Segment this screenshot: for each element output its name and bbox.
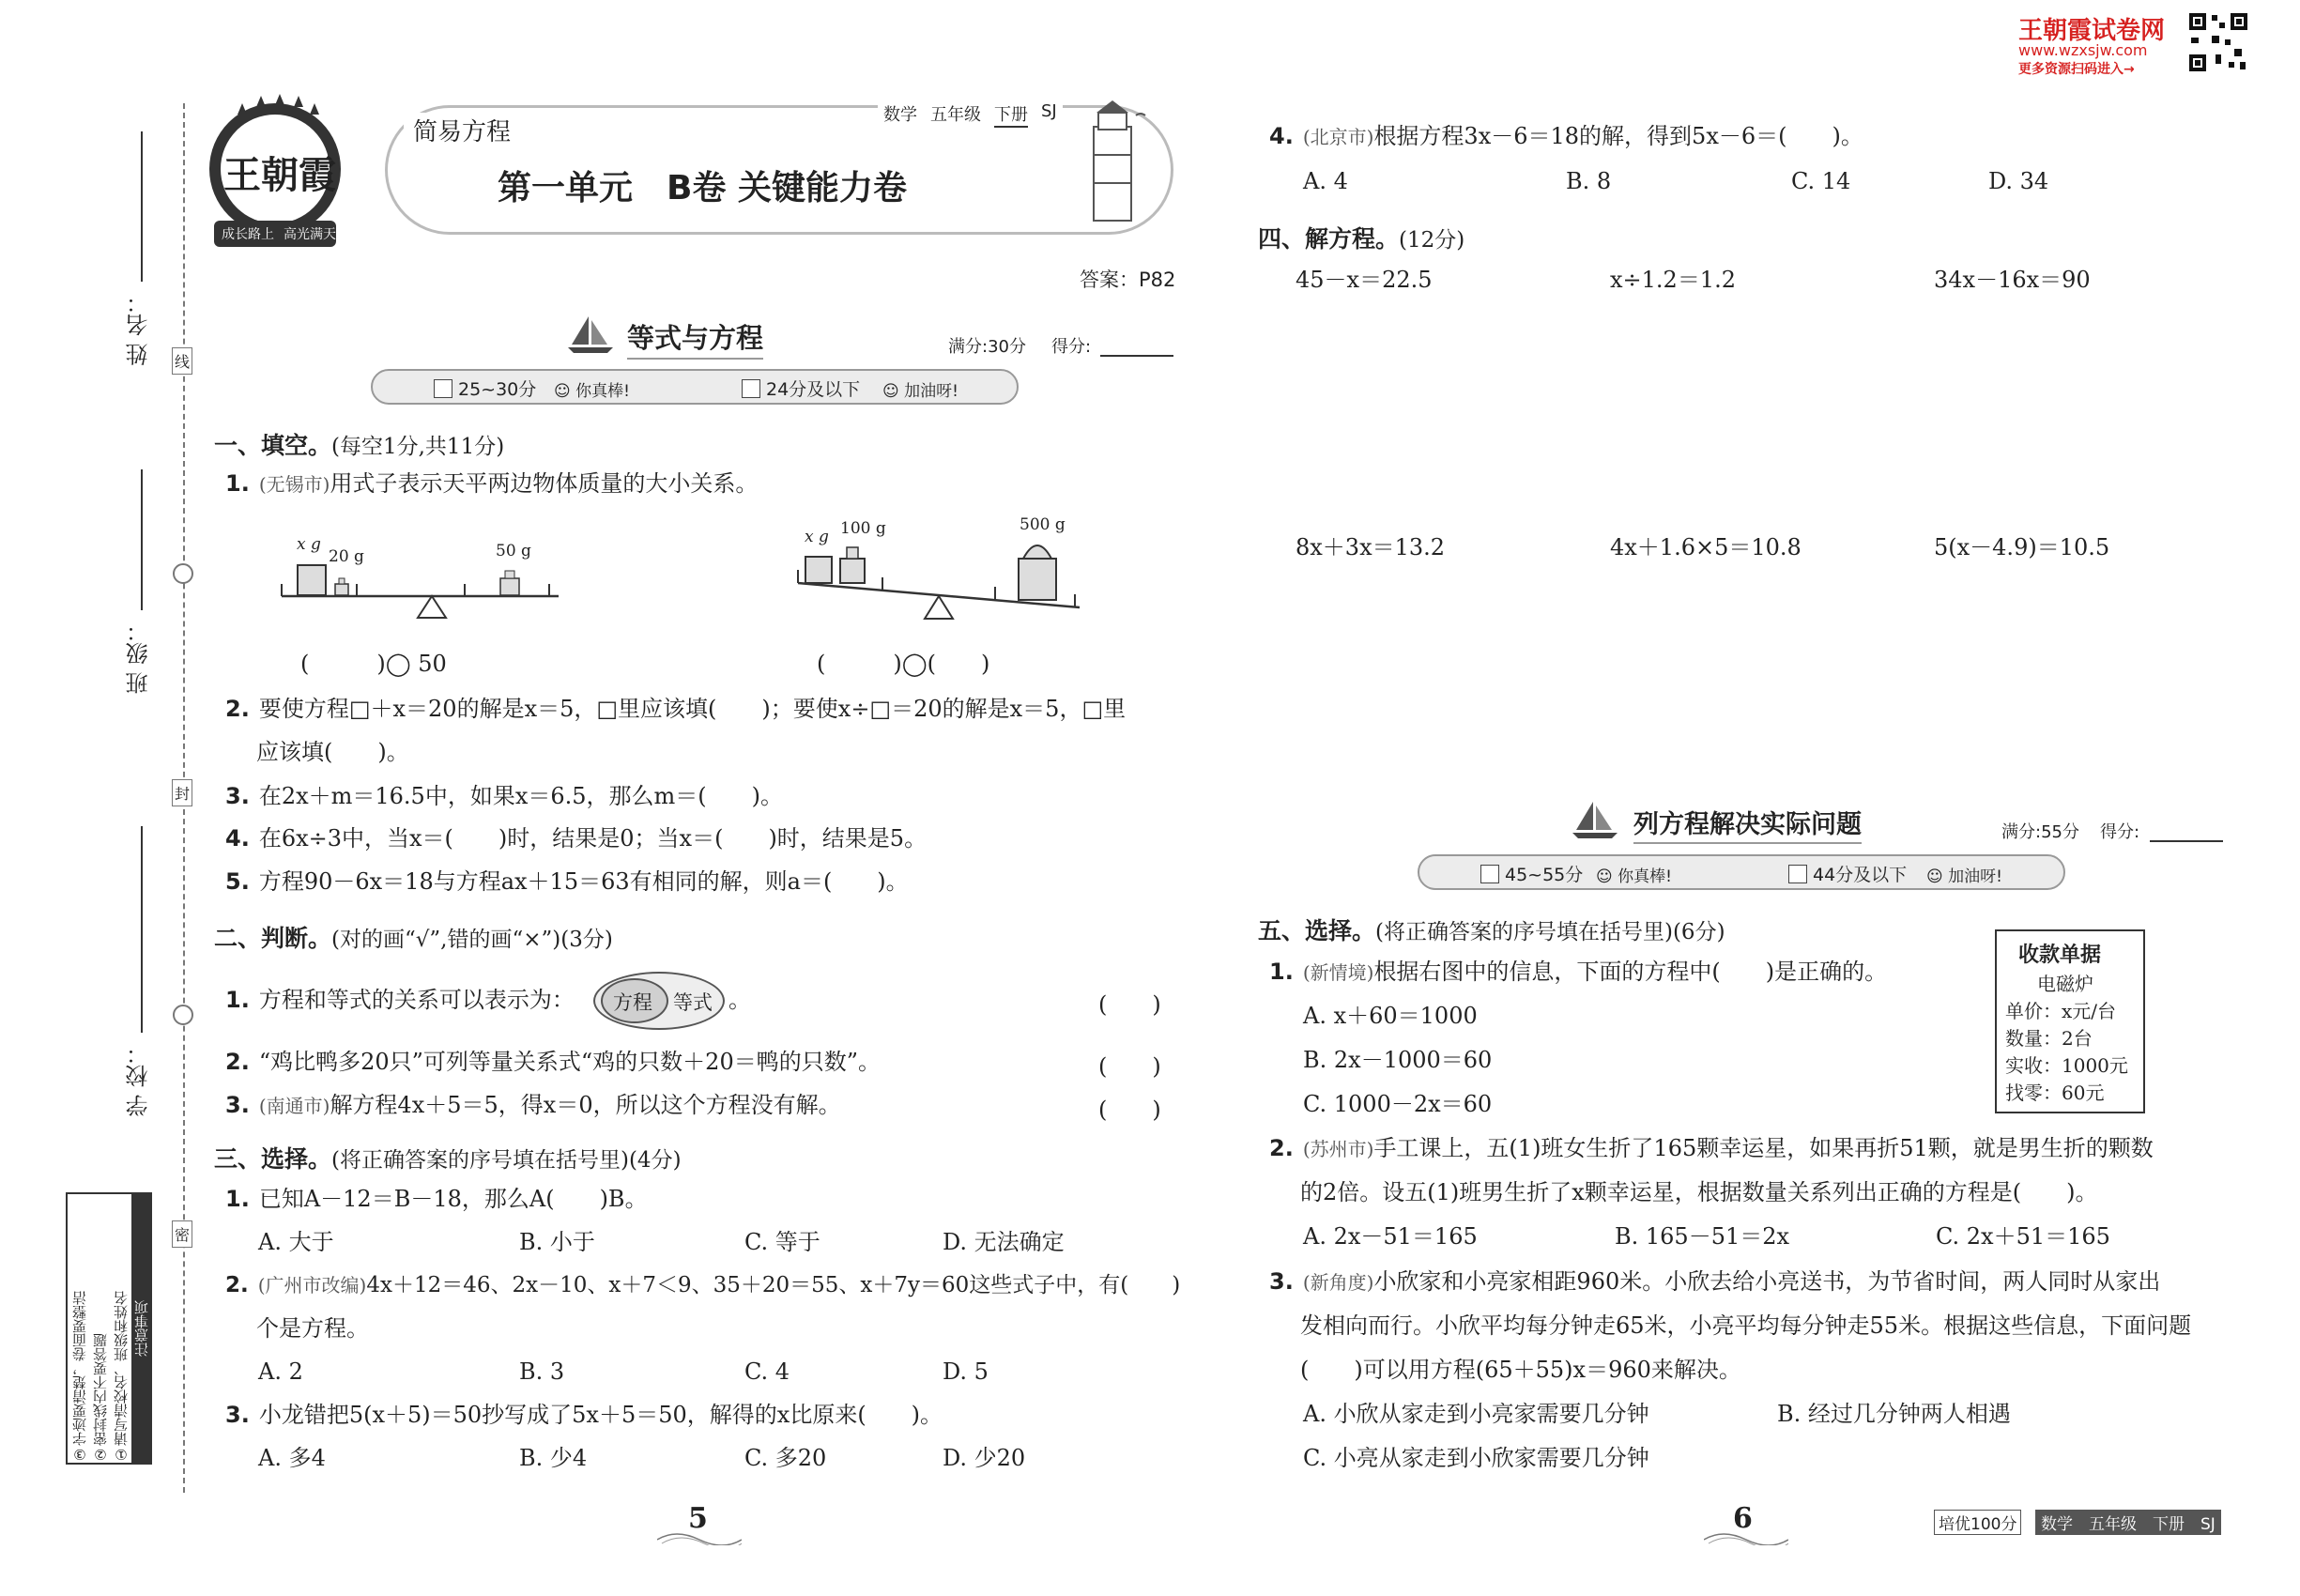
p5-q3-opt-c[interactable]: C. 小亮从家走到小欣家需要几分钟 xyxy=(1303,1445,1649,1471)
p3-q4: 4. (北京市)根据方程3x－6＝18的解，得到5x－6＝( )。 xyxy=(1269,123,1863,149)
notice-item-1: ①请写清校名、班级和姓名 xyxy=(113,1291,130,1463)
p5-q1: 1. (新情境)根据右图中的信息，下面的方程中( )是正确的。 xyxy=(1269,959,1888,985)
scale2-left-b: 100 g xyxy=(840,519,886,538)
equation-5: 4x＋1.6×5＝10.8 xyxy=(1610,534,1802,560)
scale1-left-a: x g xyxy=(297,535,321,554)
receipt-line-1: 电磁炉 xyxy=(2037,973,2093,995)
notice-item-2: ②密封线内不要答题 xyxy=(92,1333,109,1463)
section1-bar-a-msg: ☺ 你真棒! xyxy=(554,382,630,401)
subject-tag: 简易方程 xyxy=(404,113,520,147)
p3-q2-opt-d[interactable]: D. 5 xyxy=(943,1358,989,1385)
p2-q1: 1. 方程和等式的关系可以表示为： xyxy=(225,987,575,1013)
p3-q3-opt-d[interactable]: D. 少20 xyxy=(943,1445,1026,1471)
p5-q3: 3. (新角度)小欣家和小亮家相距960米。小欣去给小亮送书，为节省时间，两人同时从家出 xyxy=(1269,1268,2161,1295)
p3-q4-opt-d[interactable]: D. 34 xyxy=(1988,168,2049,194)
footer-info: 数学 五年级 下册 SJ xyxy=(2035,1510,2221,1535)
grade-info-term: 下册 xyxy=(994,101,1028,128)
p5-q2-opt-b[interactable]: B. 165－51＝2x xyxy=(1615,1223,1790,1250)
p3-q1: 1. 已知A－12＝B－18，那么A( )B。 xyxy=(225,1186,648,1212)
work-area-1[interactable] xyxy=(1286,310,2234,516)
part3-heading: 三、选择。(将正确答案的序号填在括号里)(4分) xyxy=(214,1145,682,1173)
p1-q2: 2. 要使方程□＋x＝20的解是x＝5，□里应该填( )；要使x÷□＝20的解是x＝5，□里 xyxy=(225,696,1127,722)
part4-heading: 四、解方程。(12分) xyxy=(1258,225,1465,253)
p2-q1-end: 。 xyxy=(728,987,751,1013)
footer-tag: 培优100分 xyxy=(1934,1510,2021,1535)
p5-q1-opt-a[interactable]: A. x＋60＝1000 xyxy=(1303,1003,1478,1029)
p5-q1-opt-c[interactable]: C. 1000－2x＝60 xyxy=(1303,1091,1493,1117)
brand-slogan: 更多资源扫码进入→ xyxy=(2018,62,2135,77)
p2-q3: 3. (南通市)解方程4x＋5＝5，得x＝0，所以这个方程没有解。 xyxy=(225,1092,841,1118)
page-number-right: 6 xyxy=(1733,1502,1753,1535)
equation-4: 8x＋3x＝13.2 xyxy=(1296,534,1446,560)
section1-bar-b-msg: ☺ 加油呀! xyxy=(882,382,958,401)
receipt-line-2: 单价：x元/台 xyxy=(2005,1000,2117,1022)
scale1-right: 50 g xyxy=(496,542,531,560)
p1-q2-cont: 应该填( )。 xyxy=(256,739,409,765)
p5-q2-opt-c[interactable]: C. 2x＋51＝165 xyxy=(1936,1223,2110,1250)
equation-3: 34x－16x＝90 xyxy=(1934,267,2091,293)
p1-q4: 4. 在6x÷3中，当x＝( )时，结果是0；当x＝( )时，结果是5。 xyxy=(225,825,928,852)
receipt-line-5: 找零：60元 xyxy=(2005,1082,2105,1104)
section2-bar-a-msg: ☺ 你真棒! xyxy=(1596,867,1672,886)
seal-char-2: 封 xyxy=(172,779,192,806)
p5-q2: 2. (苏州市)手工课上，五(1)班女生折了165颗幸运星，如果再折51颗，就是男生折的颗数 xyxy=(1269,1135,2154,1161)
p2-q2: 2. “鸡比鸭多20只”可列等量关系式“鸡的只数＋20＝鸭的只数”。 xyxy=(225,1049,881,1075)
section1-full-score: 满分:30分 xyxy=(948,337,1026,357)
grade-info xyxy=(878,101,1063,128)
p3-q3-opt-a[interactable]: A. 多4 xyxy=(258,1445,326,1471)
p1-q5: 5. 方程90－6x＝18与方程ax＋15＝63有相同的解，则a＝( )。 xyxy=(225,868,909,895)
balance-scale-1 xyxy=(277,526,577,629)
venn-label-a: 方程 xyxy=(613,991,652,1014)
p3-q2-opt-a[interactable]: A. 2 xyxy=(258,1358,303,1385)
section2-bar-b[interactable]: 44分及以下 xyxy=(1788,861,1907,886)
section1-bar-a[interactable]: 25~30分 xyxy=(434,376,536,401)
p3-q1-opt-c[interactable]: C. 等于 xyxy=(744,1229,820,1255)
p1-q3: 3. 在2x＋m＝16.5中，如果x＝6.5，那么m＝( )。 xyxy=(225,783,784,809)
class-label: 班 级： xyxy=(126,620,152,695)
part5-heading: 五、选择。(将正确答案的序号填在括号里)(6分) xyxy=(1258,917,1725,944)
name-line[interactable] xyxy=(141,131,143,282)
venn-label-b: 等式 xyxy=(673,991,713,1014)
grade-info-grade: 五年级 xyxy=(930,105,981,125)
p2-q2-answer[interactable]: ( ) xyxy=(1098,1053,1161,1080)
section1-bar-b[interactable]: 24分及以下 xyxy=(742,376,860,401)
school-line[interactable] xyxy=(141,826,143,1033)
logo-tag-2: 高光满天 xyxy=(284,227,336,242)
p3-q1-opt-d[interactable]: D. 无法确定 xyxy=(943,1229,1065,1255)
receipt-line-3: 数量：2台 xyxy=(2005,1027,2093,1050)
section2-title: 列方程解决实际问题 xyxy=(1633,804,1862,844)
p5-q3-cont-2: ( )可以用方程(65＋55)x＝960来解决。 xyxy=(1300,1357,1741,1383)
logo-text: 王朝霞 xyxy=(223,153,336,197)
p3-q2-cont: 个是方程。 xyxy=(256,1315,369,1342)
p3-q2-opt-b[interactable]: B. 3 xyxy=(519,1358,565,1385)
seal-circle-2 xyxy=(173,1005,193,1025)
notice-box xyxy=(66,1192,152,1465)
p2-q1-answer[interactable]: ( ) xyxy=(1098,991,1161,1018)
scale2-answer[interactable]: ( )◯( ) xyxy=(817,651,990,677)
section2-full-score: 满分:55分 xyxy=(2001,822,2079,842)
p5-q1-opt-b[interactable]: B. 2x－1000＝60 xyxy=(1303,1047,1493,1073)
equation-2: x÷1.2＝1.2 xyxy=(1610,267,1736,293)
school-label: 学 校： xyxy=(126,1042,152,1117)
scale2-right: 500 g xyxy=(1020,515,1066,534)
section1-title: 等式与方程 xyxy=(627,317,763,360)
notice-item-3: ③字迹要清楚，卷面要整洁 xyxy=(71,1291,88,1463)
qr-code-icon[interactable] xyxy=(2187,11,2249,73)
grade-info-edition: SJ xyxy=(1041,101,1057,121)
brand-logo xyxy=(205,94,345,253)
p3-q4-opt-a[interactable]: A. 4 xyxy=(1303,168,1348,194)
brand-name: 王朝霞试卷网 xyxy=(2018,17,2166,45)
seal-char-1: 线 xyxy=(172,347,192,375)
section2-score-label: 得分: xyxy=(2100,822,2140,842)
answer-ref: 答案：P82 xyxy=(1080,269,1176,291)
balance-scale-2 xyxy=(789,521,1108,634)
p3-q3-opt-c[interactable]: C. 多20 xyxy=(744,1445,827,1471)
section2-bar-a[interactable]: 45~55分 xyxy=(1480,861,1583,886)
receipt-line-4: 实收：1000元 xyxy=(2005,1054,2128,1077)
p3-q1-opt-a[interactable]: A. 大于 xyxy=(258,1229,334,1255)
part1-heading: 一、填空。(每空1分,共11分) xyxy=(214,432,505,459)
work-area-2[interactable] xyxy=(1286,577,2234,784)
section1-score-line[interactable] xyxy=(1100,355,1173,357)
scale2-left-a: x g xyxy=(805,528,829,546)
page-wave-left-icon xyxy=(657,1530,742,1545)
scale1-answer[interactable]: ( )◯ 50 xyxy=(300,651,447,677)
p5-q2-opt-a[interactable]: A. 2x－51＝165 xyxy=(1303,1223,1478,1250)
grade-info-subject: 数学 xyxy=(883,105,917,125)
p5-q3-opt-a[interactable]: A. 小欣从家走到小亮家需要几分钟 xyxy=(1303,1401,1649,1427)
logo-tag-1: 成长路上 xyxy=(222,227,274,242)
name-label: 姓 名： xyxy=(126,291,152,366)
p3-q4-opt-b[interactable]: B. 8 xyxy=(1566,168,1612,194)
section1-score-label: 得分: xyxy=(1051,337,1092,357)
p5-q2-cont: 的2倍。设五(1)班男生折了x颗幸运星，根据数量关系列出正确的方程是( )。 xyxy=(1300,1179,2098,1205)
section2-score-line[interactable] xyxy=(2150,840,2223,842)
p3-q3: 3. 小龙错把5(x＋5)＝50抄写成了5x＋5＝50，解得的x比原来( )。 xyxy=(225,1402,943,1428)
page-wave-right-icon xyxy=(1704,1530,1788,1545)
p3-q4-opt-c[interactable]: C. 14 xyxy=(1791,168,1851,194)
brand-url[interactable]: www.wzxsjw.com xyxy=(2018,41,2148,59)
lighthouse-icon xyxy=(1070,99,1155,230)
receipt-title: 收款单据 xyxy=(2018,944,2102,967)
part2-heading: 二、判断。(对的画“√”,错的画“×”)(3分) xyxy=(214,925,613,952)
seal-char-3: 密 xyxy=(172,1220,192,1248)
class-line[interactable] xyxy=(141,469,143,610)
page-number-left: 5 xyxy=(688,1502,708,1535)
p3-q3-opt-b[interactable]: B. 少4 xyxy=(519,1445,588,1471)
page-title: 第一单元 B卷 关键能力卷 xyxy=(498,169,907,207)
equation-1: 45－x＝22.5 xyxy=(1296,267,1433,293)
scale1-left-b: 20 g xyxy=(329,547,364,566)
equation-6: 5(x－4.9)＝10.5 xyxy=(1934,534,2110,560)
p3-q1-opt-b[interactable]: B. 小于 xyxy=(519,1229,595,1255)
section2-bar-b-msg: ☺ 加油呀! xyxy=(1926,867,2002,886)
sailboat-icon-2 xyxy=(1572,800,1618,839)
p3-q2: 2. (广州市改编)4x＋12＝46、2x－10、x＋7＜9、35＋20＝55、x＋7y＝60这些式子中，有( ) xyxy=(225,1273,1181,1297)
p3-q2-opt-c[interactable]: C. 4 xyxy=(744,1358,790,1385)
p5-q3-opt-b[interactable]: B. 经过几分钟两人相遇 xyxy=(1777,1401,2011,1427)
notice-title: 注意事项 xyxy=(131,1194,150,1463)
p2-q3-answer[interactable]: ( ) xyxy=(1098,1097,1161,1123)
seal-circle-1 xyxy=(173,563,193,584)
sailboat-icon xyxy=(568,315,613,354)
p1-q1: 1. (无锡市)用式子表示天平两边物体质量的大小关系。 xyxy=(225,470,759,497)
p5-q3-cont-1: 发相向而行。小欣平均每分钟走65米，小亮平均每分钟走55米。根据这些信息，下面问题 xyxy=(1300,1312,2192,1339)
